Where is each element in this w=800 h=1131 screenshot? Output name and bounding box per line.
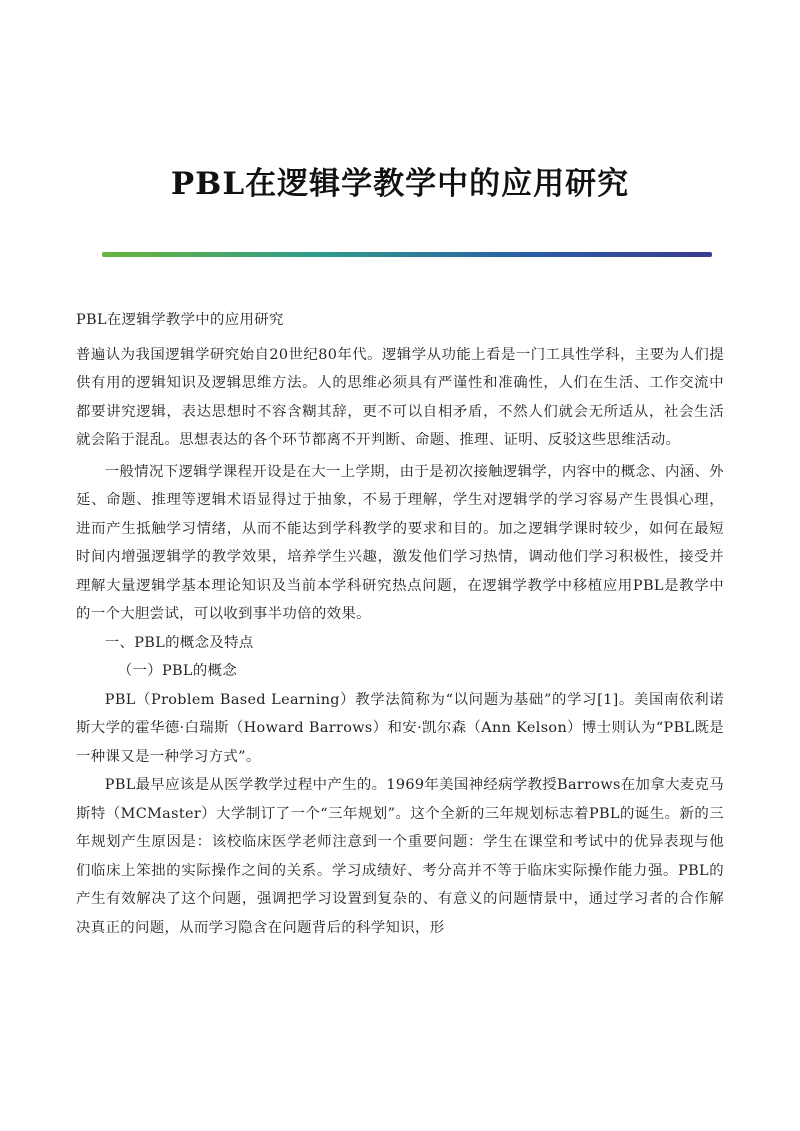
paragraph-pbl-origin: PBL最早应该是从医学教学过程中产生的。1969年美国神经病学教授Barrows在加拿大麦克马斯特（MCMaster）大学制订了一个“三年规划”。这个全新的三年规划标志着PBL的诞生。新的三年规划产生原因是：该校临床医学老师注意到一个重要问题：学生在课堂和考试中的优异表现与他们临床上笨拙的实际操作之间的关系。学习成绩好、考分高并不等于临床实际操作能力强。PBL的产生有效解决了这个问题，强调把学习设置到复杂的、有意义的问题情景中，通过学习者的合作解决真正的问题，从而学习隐含在问题背后的科学知识，形	[76, 777, 724, 936]
document-title: PBL在逻辑学教学中的应用研究	[170, 166, 630, 202]
paragraph-course: 一般情况下逻辑学课程开设是在大一上学期，由于是初次接触逻辑学，内容中的概念、内涵、外延、命题、推理等逻辑术语显得过于抽象，不易于理解，学生对逻辑学的学习容易产生畏惧心理，进而产生抵触学习情绪，从而不能达到学科教学的要求和目的。加之逻辑学课时较少，如何在最短时间内增强逻辑学的教学效果，培养学生兴趣，激发他们学习热情，调动他们学习积极性，接受并理解大量逻辑学基本理论知识及当前本学科研究热点问题，在逻辑学教学中移植应用PBL是教学中的一个大胆尝试，可以收到事半功倍的效果。	[76, 463, 724, 622]
subsection-heading: （一）PBL的概念	[117, 663, 238, 679]
document-body	[76, 306, 724, 942]
section-heading: 一、PBL的概念及特点	[104, 634, 254, 651]
document-subtitle: PBL在逻辑学教学中的应用研究	[76, 312, 284, 328]
paragraph-pbl-definition: PBL（Problem Based Learning）教学法简称为“以问题为基础”的学习[1]。美国南依利诺斯大学的霍华德·白瑞斯（Howard Barrows）和安·凯尔森（Ann Kelson）博士则认为“PBL既是一种课又是一种学习方式”。	[76, 691, 724, 765]
paragraph-intro: 普遍认为我国逻辑学研究始自20世纪80年代。逻辑学从功能上看是一门工具性学科，主要为人们提供有用的逻辑知识及逻辑思维方法。人的思维必须具有严谨性和准确性，人们在生活、工作交流中都要讲究逻辑，表达思想时不容含糊其辞，更不可以自相矛盾，不然人们就会无所适从，社会生活就会陷于混乱。思想表达的各个环节都离不开判断、命题、推理、证明、反驳这些思维活动。	[76, 346, 724, 448]
title-gradient-rule	[102, 252, 712, 257]
